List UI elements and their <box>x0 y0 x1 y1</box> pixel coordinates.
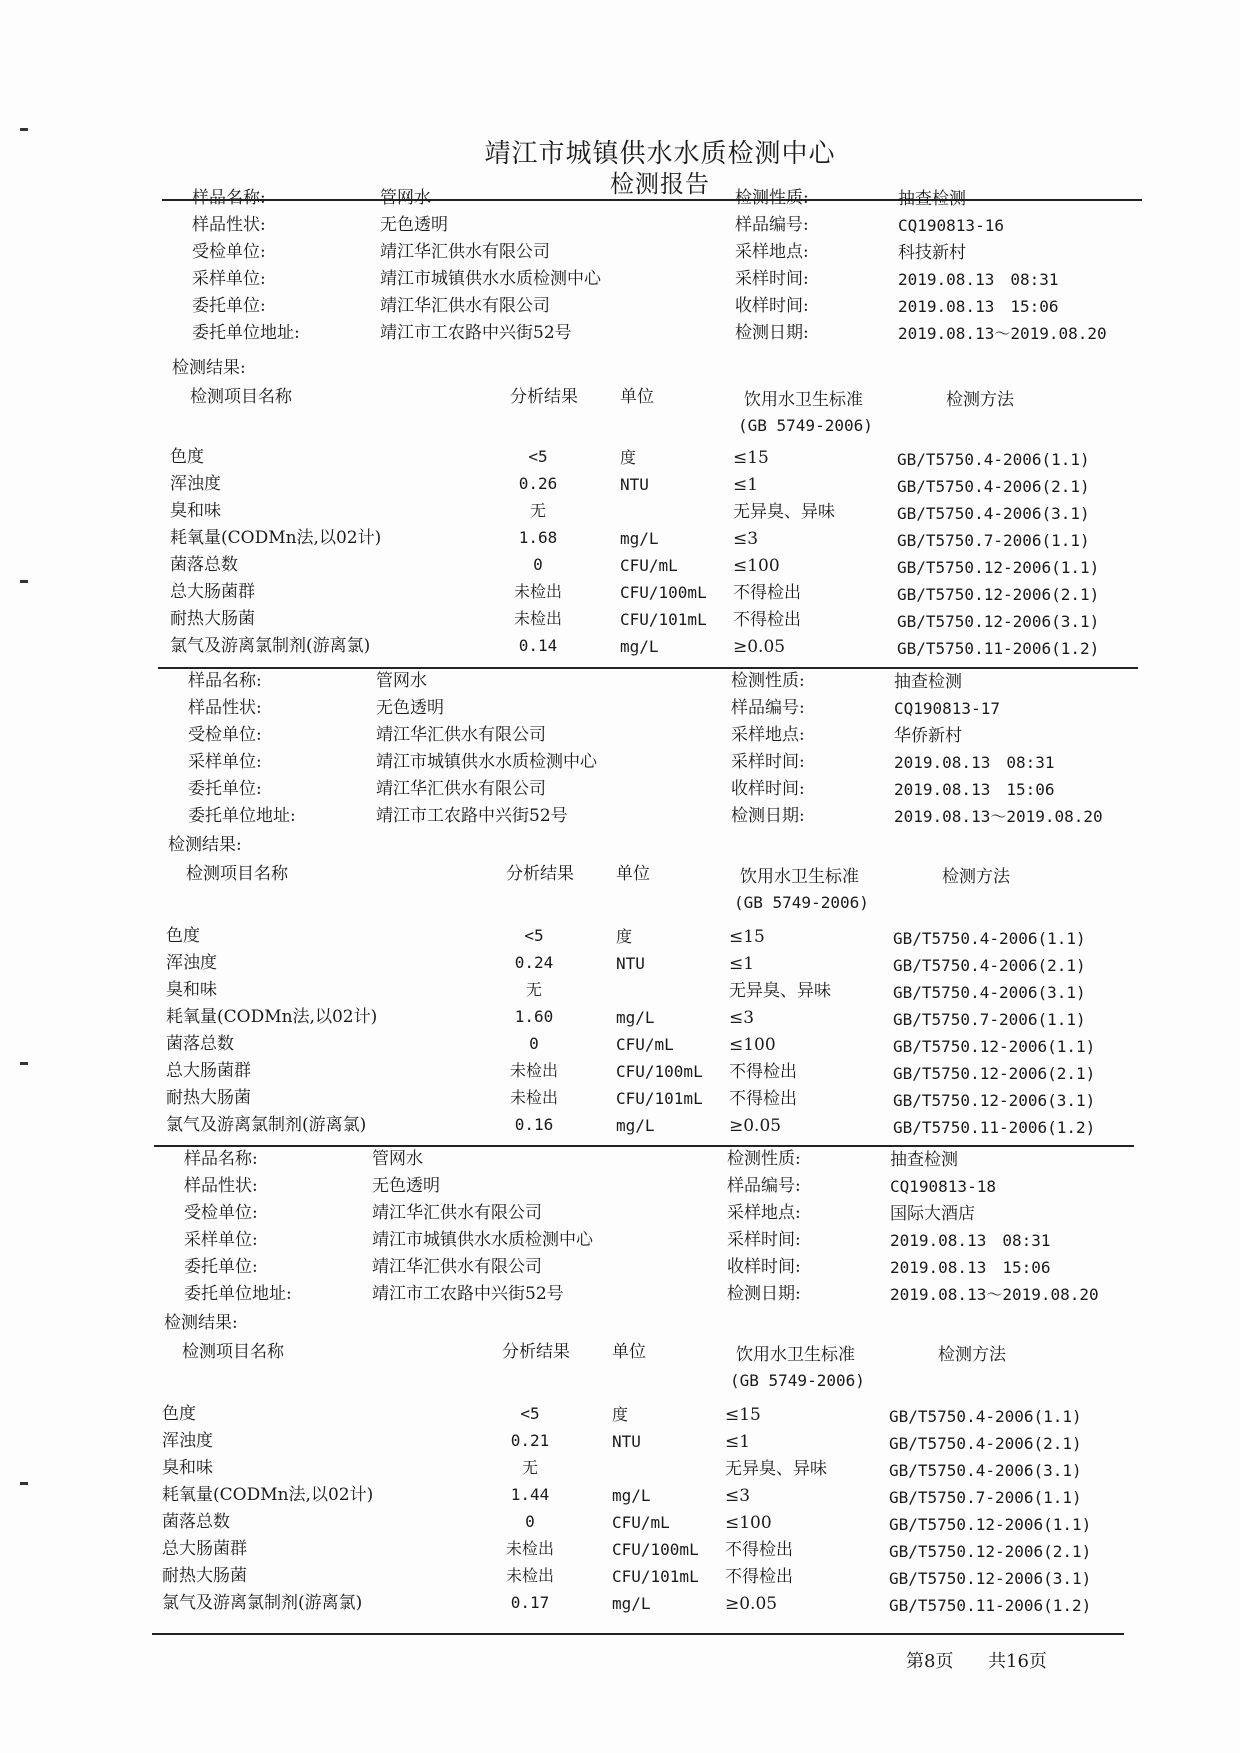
scan-edge-mark <box>20 128 28 131</box>
result-unit: CFU/101mL <box>616 1089 703 1108</box>
inspected-unit-value: 靖江华汇供水有限公司 <box>380 242 550 262</box>
client-address-label: 委托单位地址: <box>184 1284 292 1304</box>
result-standard: ≤15 <box>725 1405 761 1425</box>
result-unit: mg/L <box>612 1594 651 1613</box>
sample-state-value: 无色透明 <box>380 215 448 235</box>
result-value: 1.60 <box>514 1007 554 1026</box>
result-value: 1.68 <box>518 528 558 547</box>
sampling-unit-value: 靖江市城镇供水水质检测中心 <box>372 1230 593 1250</box>
results-heading: 检测结果: <box>172 358 246 378</box>
result-value: 未检出 <box>513 609 562 628</box>
result-unit: NTU <box>616 954 645 973</box>
result-method: GB/T5750.7-2006(1.1) <box>897 531 1090 550</box>
result-item-name: 耐热大肠菌 <box>162 1566 247 1586</box>
result-value: 0 <box>533 555 543 574</box>
column-standard-code: (GB 5749-2006) <box>730 1371 865 1390</box>
result-standard: 无异臭、异味 <box>729 981 831 1001</box>
sampling-unit-value: 靖江市城镇供水水质检测中心 <box>380 269 601 289</box>
receipt-time-value: 2019.08.13 15:06 <box>898 297 1059 316</box>
result-standard: ≤3 <box>729 1008 755 1028</box>
column-result-header: 分析结果 <box>510 387 578 407</box>
result-standard: ≤3 <box>725 1486 751 1506</box>
result-value: 0.16 <box>514 1115 554 1134</box>
result-unit: CFU/101mL <box>620 610 707 629</box>
result-value: 未检出 <box>509 1088 558 1107</box>
result-item-name: 氯气及游离氯制剂(游离氯) <box>166 1115 367 1135</box>
page-number: 第8页 <box>906 1651 954 1672</box>
results-heading: 检测结果: <box>168 835 242 855</box>
column-result-header: 分析结果 <box>506 864 574 884</box>
result-standard: 不得检出 <box>729 1089 797 1109</box>
result-value: <5 <box>524 926 544 945</box>
result-method: GB/T5750.11-2006(1.2) <box>893 1118 1096 1137</box>
result-standard: ≥0.05 <box>729 1116 782 1136</box>
result-item-name: 色度 <box>162 1404 196 1424</box>
result-method: GB/T5750.12-2006(3.1) <box>897 612 1100 631</box>
sampling-unit-value: 靖江市城镇供水水质检测中心 <box>376 752 597 772</box>
report-org-title: 靖江市城镇供水水质检测中心 <box>484 139 836 169</box>
result-item-name: 氯气及游离氯制剂(游离氯) <box>162 1593 363 1613</box>
result-standard: 无异臭、异味 <box>725 1459 827 1479</box>
result-method: GB/T5750.12-2006(2.1) <box>889 1542 1092 1561</box>
result-unit: mg/L <box>620 637 659 656</box>
report-title: 检测报告 <box>610 170 710 198</box>
sample-state-label: 样品性状: <box>192 215 266 235</box>
client-unit-label: 委托单位: <box>192 296 266 316</box>
result-method: GB/T5750.7-2006(1.1) <box>889 1488 1082 1507</box>
result-standard: ≤15 <box>733 448 769 468</box>
result-method: GB/T5750.4-2006(3.1) <box>893 983 1086 1002</box>
sampling-site-label: 采样地点: <box>727 1203 801 1223</box>
sampling-time-value: 2019.08.13 08:31 <box>898 270 1059 289</box>
result-value: 未检出 <box>505 1566 554 1585</box>
column-item-header: 检测项目名称 <box>182 1342 284 1362</box>
sample-name-label: 样品名称: <box>192 188 266 208</box>
page-total: 共16页 <box>988 1651 1047 1672</box>
inspected-unit-label: 受检单位: <box>192 242 266 262</box>
scan-edge-mark <box>20 1062 28 1065</box>
result-standard: ≤100 <box>733 556 780 576</box>
result-standard: 不得检出 <box>733 583 801 603</box>
sampling-unit-label: 采样单位: <box>188 752 262 772</box>
result-item-name: 总大肠菌群 <box>170 582 255 602</box>
result-unit: 度 <box>616 927 633 946</box>
sample-name-value: 管网水 <box>380 188 431 208</box>
test-date-label: 检测日期: <box>731 806 805 826</box>
result-item-name: 臭和味 <box>166 980 217 1000</box>
result-method: GB/T5750.11-2006(1.2) <box>889 1596 1092 1615</box>
result-standard: 不得检出 <box>725 1567 793 1587</box>
column-standard-header: 饮用水卫生标准 <box>740 867 859 887</box>
result-method: GB/T5750.12-2006(2.1) <box>893 1064 1096 1083</box>
client-address-value: 靖江市工农路中兴街52号 <box>372 1284 564 1304</box>
result-method: GB/T5750.4-2006(3.1) <box>889 1461 1082 1480</box>
result-item-name: 菌落总数 <box>166 1034 234 1054</box>
result-unit: CFU/mL <box>616 1035 674 1054</box>
column-standard-code: (GB 5749-2006) <box>738 416 873 435</box>
block-rule <box>162 199 1142 201</box>
result-method: GB/T5750.4-2006(1.1) <box>897 450 1090 469</box>
test-date-value: 2019.08.13～2019.08.20 <box>894 807 1103 826</box>
result-method: GB/T5750.12-2006(1.1) <box>897 558 1100 577</box>
column-method-header: 检测方法 <box>942 867 1010 887</box>
result-standard: ≤1 <box>733 475 759 495</box>
result-standard: ≥0.05 <box>733 637 786 657</box>
column-method-header: 检测方法 <box>938 1345 1006 1365</box>
sampling-unit-label: 采样单位: <box>184 1230 258 1250</box>
block-rule <box>154 1145 1134 1147</box>
sample-name-label: 样品名称: <box>184 1149 258 1169</box>
test-nature-label: 检测性质: <box>735 188 809 208</box>
inspected-unit-value: 靖江华汇供水有限公司 <box>372 1203 542 1223</box>
result-item-name: 臭和味 <box>162 1458 213 1478</box>
result-unit: NTU <box>612 1432 641 1451</box>
column-unit-header: 单位 <box>620 387 654 407</box>
result-standard: ≤1 <box>729 954 755 974</box>
test-nature-value: 抽查检测 <box>890 1150 958 1170</box>
result-item-name: 总大肠菌群 <box>166 1061 251 1081</box>
result-item-name: 色度 <box>170 447 204 467</box>
result-item-name: 臭和味 <box>170 501 221 521</box>
result-value: 未检出 <box>505 1539 554 1558</box>
test-nature-label: 检测性质: <box>731 671 805 691</box>
result-unit: mg/L <box>612 1486 651 1505</box>
sampling-site-value: 科技新村 <box>898 243 966 263</box>
receipt-time-value: 2019.08.13 15:06 <box>894 780 1055 799</box>
result-method: GB/T5750.4-2006(2.1) <box>889 1434 1082 1453</box>
results-heading: 检测结果: <box>164 1313 238 1333</box>
result-item-name: 色度 <box>166 926 200 946</box>
sample-number-value: CQ190813-16 <box>898 216 1004 235</box>
result-item-name: 耗氧量(CODMn法,以02计) <box>170 528 382 548</box>
column-item-header: 检测项目名称 <box>186 864 288 884</box>
sample-state-label: 样品性状: <box>184 1176 258 1196</box>
result-method: GB/T5750.12-2006(1.1) <box>889 1515 1092 1534</box>
client-unit-label: 委托单位: <box>188 779 262 799</box>
test-nature-value: 抽查检测 <box>898 189 966 209</box>
result-value: 无 <box>521 1458 538 1477</box>
receipt-time-label: 收样时间: <box>731 779 805 799</box>
sample-number-label: 样品编号: <box>727 1176 801 1196</box>
result-method: GB/T5750.12-2006(3.1) <box>889 1569 1092 1588</box>
test-nature-label: 检测性质: <box>727 1149 801 1169</box>
result-value: 未检出 <box>513 582 562 601</box>
result-item-name: 浑浊度 <box>170 474 221 494</box>
test-date-value: 2019.08.13～2019.08.20 <box>890 1285 1099 1304</box>
result-value: 1.44 <box>510 1485 550 1504</box>
result-item-name: 耗氧量(CODMn法,以02计) <box>166 1007 378 1027</box>
sample-name-label: 样品名称: <box>188 671 262 691</box>
client-unit-value: 靖江华汇供水有限公司 <box>372 1257 542 1277</box>
result-method: GB/T5750.7-2006(1.1) <box>893 1010 1086 1029</box>
inspected-unit-label: 受检单位: <box>184 1203 258 1223</box>
result-standard: 不得检出 <box>733 610 801 630</box>
result-unit: mg/L <box>616 1008 655 1027</box>
block-rule <box>158 667 1138 669</box>
result-standard: ≥0.05 <box>725 1594 778 1614</box>
result-value: 0.14 <box>518 636 558 655</box>
inspected-unit-value: 靖江华汇供水有限公司 <box>376 725 546 745</box>
result-standard: ≤1 <box>725 1432 751 1452</box>
result-unit: mg/L <box>620 529 659 548</box>
client-address-value: 靖江市工农路中兴街52号 <box>380 323 572 343</box>
result-item-name: 耐热大肠菌 <box>170 609 255 629</box>
column-standard-header: 饮用水卫生标准 <box>736 1345 855 1365</box>
result-standard: 不得检出 <box>725 1540 793 1560</box>
column-standard-code: (GB 5749-2006) <box>734 893 869 912</box>
inspected-unit-label: 受检单位: <box>188 725 262 745</box>
result-unit: CFU/100mL <box>620 583 707 602</box>
result-standard: ≤100 <box>725 1513 772 1533</box>
result-item-name: 耐热大肠菌 <box>166 1088 251 1108</box>
sampling-site-label: 采样地点: <box>735 242 809 262</box>
scan-edge-mark <box>20 580 28 583</box>
result-value: 无 <box>525 980 542 999</box>
result-standard: ≤3 <box>733 529 759 549</box>
sampling-time-value: 2019.08.13 08:31 <box>894 753 1055 772</box>
scan-edge-mark <box>20 1482 28 1485</box>
result-standard: ≤15 <box>729 927 765 947</box>
result-item-name: 氯气及游离氯制剂(游离氯) <box>170 636 371 656</box>
result-method: GB/T5750.4-2006(1.1) <box>889 1407 1082 1426</box>
result-unit: 度 <box>620 448 637 467</box>
result-item-name: 总大肠菌群 <box>162 1539 247 1559</box>
result-standard: 不得检出 <box>729 1062 797 1082</box>
client-unit-label: 委托单位: <box>184 1257 258 1277</box>
result-method: GB/T5750.12-2006(1.1) <box>893 1037 1096 1056</box>
result-unit: CFU/100mL <box>612 1540 699 1559</box>
result-item-name: 耗氧量(CODMn法,以02计) <box>162 1485 374 1505</box>
result-item-name: 浑浊度 <box>162 1431 213 1451</box>
client-address-value: 靖江市工农路中兴街52号 <box>376 806 568 826</box>
sample-state-value: 无色透明 <box>376 698 444 718</box>
result-value: 0 <box>529 1034 539 1053</box>
result-unit: 度 <box>612 1405 629 1424</box>
sample-number-label: 样品编号: <box>731 698 805 718</box>
test-date-label: 检测日期: <box>727 1284 801 1304</box>
result-method: GB/T5750.4-2006(2.1) <box>897 477 1090 496</box>
result-value: 未检出 <box>509 1061 558 1080</box>
result-item-name: 菌落总数 <box>170 555 238 575</box>
result-method: GB/T5750.4-2006(2.1) <box>893 956 1086 975</box>
result-value: 无 <box>529 501 546 520</box>
result-standard: ≤100 <box>729 1035 776 1055</box>
test-nature-value: 抽查检测 <box>894 672 962 692</box>
result-method: GB/T5750.11-2006(1.2) <box>897 639 1100 658</box>
column-unit-header: 单位 <box>612 1342 646 1362</box>
column-unit-header: 单位 <box>616 864 650 884</box>
sample-number-value: CQ190813-17 <box>894 699 1000 718</box>
test-date-value: 2019.08.13～2019.08.20 <box>898 324 1107 343</box>
result-method: GB/T5750.12-2006(3.1) <box>893 1091 1096 1110</box>
sampling-time-label: 采样时间: <box>727 1230 801 1250</box>
result-unit: CFU/mL <box>612 1513 670 1532</box>
result-item-name: 浑浊度 <box>166 953 217 973</box>
test-date-label: 检测日期: <box>735 323 809 343</box>
sample-number-label: 样品编号: <box>735 215 809 235</box>
result-method: GB/T5750.4-2006(1.1) <box>893 929 1086 948</box>
result-value: 0.17 <box>510 1593 550 1612</box>
result-value: 0.26 <box>518 474 558 493</box>
column-method-header: 检测方法 <box>946 390 1014 410</box>
result-method: GB/T5750.12-2006(2.1) <box>897 585 1100 604</box>
sample-number-value: CQ190813-18 <box>890 1177 996 1196</box>
sample-name-value: 管网水 <box>376 671 427 691</box>
client-unit-value: 靖江华汇供水有限公司 <box>380 296 550 316</box>
result-value: 0.21 <box>510 1431 550 1450</box>
sampling-time-value: 2019.08.13 08:31 <box>890 1231 1051 1250</box>
sampling-site-label: 采样地点: <box>731 725 805 745</box>
sampling-time-label: 采样时间: <box>731 752 805 772</box>
result-value: 0.24 <box>514 953 554 972</box>
result-value: 0 <box>525 1512 535 1531</box>
result-value: <5 <box>520 1404 540 1423</box>
receipt-time-value: 2019.08.13 15:06 <box>890 1258 1051 1277</box>
sample-state-value: 无色透明 <box>372 1176 440 1196</box>
result-unit: CFU/100mL <box>616 1062 703 1081</box>
receipt-time-label: 收样时间: <box>727 1257 801 1277</box>
sampling-site-value: 国际大酒店 <box>890 1204 975 1224</box>
result-unit: CFU/mL <box>620 556 678 575</box>
result-unit: NTU <box>620 475 649 494</box>
column-result-header: 分析结果 <box>502 1342 570 1362</box>
sampling-time-label: 采样时间: <box>735 269 809 289</box>
sampling-site-value: 华侨新村 <box>894 726 962 746</box>
result-standard: 无异臭、异味 <box>733 502 835 522</box>
column-item-header: 检测项目名称 <box>190 387 292 407</box>
client-address-label: 委托单位地址: <box>192 323 300 343</box>
result-item-name: 菌落总数 <box>162 1512 230 1532</box>
result-unit: CFU/101mL <box>612 1567 699 1586</box>
receipt-time-label: 收样时间: <box>735 296 809 316</box>
sample-state-label: 样品性状: <box>188 698 262 718</box>
sampling-unit-label: 采样单位: <box>192 269 266 289</box>
result-method: GB/T5750.4-2006(3.1) <box>897 504 1090 523</box>
result-unit: mg/L <box>616 1116 655 1135</box>
client-unit-value: 靖江华汇供水有限公司 <box>376 779 546 799</box>
footer-rule <box>152 1633 1124 1635</box>
sample-name-value: 管网水 <box>372 1149 423 1169</box>
client-address-label: 委托单位地址: <box>188 806 296 826</box>
column-standard-header: 饮用水卫生标准 <box>744 390 863 410</box>
result-value: <5 <box>528 447 548 466</box>
